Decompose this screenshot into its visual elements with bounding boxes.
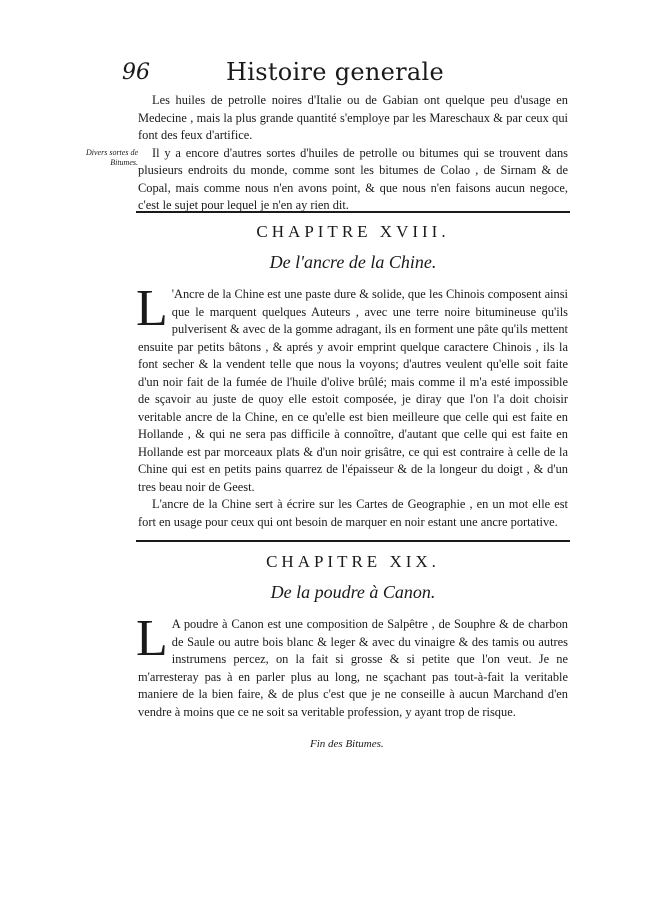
chapter-18-title: CHAPITRE XVIII.	[256, 222, 450, 241]
end-note: Fin des Bitumes.	[310, 738, 384, 750]
section-divider	[136, 211, 570, 213]
drop-cap: L	[136, 610, 168, 667]
page-number: 96	[122, 60, 150, 85]
chapter-19-title: CHAPITRE XIX.	[266, 552, 440, 571]
page-header	[100, 58, 570, 92]
running-title: Histoire generale	[226, 58, 444, 86]
intro-section	[138, 92, 568, 215]
chapter-18-paragraph-2: L'ancre de la Chine sert à écrire sur les Cartes de Geographie , en un mot elle est fort en usage pour ceux qui ont besoin de marquer en noir estant une ancre portative.	[138, 497, 568, 529]
intro-paragraph-1: Les huiles de petrolle noires d'Italie ou de Gabian ont quelque peu d'usage en Medecine , mais la plus grande quantité s'employe par les Mareschaux & par ceux qui font des feux d'artifice.	[138, 93, 568, 142]
chapter-18-paragraph-1: 'Ancre de la Chine est une paste dure & solide, que les Chinois composent ainsi que le marquent quelques Auteurs , avec une terre noire bitumineuse qu'ils pulverisent & avec de la gomme adragant, ils en forment une pâte qu'ils mettent ensuite par petits bâtons , & aprés y avoir emprint quelque caractere Chinois , ils la font secher & la vendent telle que nous la voyons; d'autres veulent qu'elle soit faite d'un noir fait de la fumée de l'huile d'olive brûlé; mais comme il m'a esté impossible de sçavoir au juste de quoy elle estoit composée, je diray que l'on l'a doit choisir veritable ancre de la Chine, en ce qu'elle est bien meilleure que celle qui est faite en Hollande , & qui ne sera pas difficile à connoître, d'autant que celle qui est faite en Hollande est par morceaux plats & d'un noir grisâtre, ce qui est contraire à celle de la Chine qui est en petits pains quarrez de l'épaisseur & de la longeur du doigt , & d'un tres beau noir de Geest.	[138, 287, 568, 494]
chapter-18-subtitle: De l'ancre de la Chine.	[269, 252, 437, 272]
chapter-19-subtitle: De la poudre à Canon.	[270, 582, 436, 602]
chapter-18-body	[136, 280, 568, 531]
chapter-19-paragraph-1: A poudre à Canon est une composition de Salpêtre , de Souphre & de charbon de Saule ou autre bois blanc & leger & avec du vinaigre & des tamis ou autres instrumens percez, on la fait si grosse & si petite que l'on veut. Je ne m'arresteray pas à en parler plus au long, ne sçachant pas tout-à-fait la veritable maniere de la bien faire, & de plus c'est que je ne conseille à aucun Marchand d'en vendre à moins que ce ne soit sa veritable profession, y ayant trop de risque.	[138, 617, 568, 719]
section-divider	[136, 540, 570, 542]
chapter-19-body	[136, 610, 568, 721]
drop-cap: L	[136, 280, 168, 337]
intro-paragraph-2: Il y a encore d'autres sortes d'huiles de petrolle ou bitumes qui se trouvent dans plusieurs endroits du monde, comme sont les bitumes de Colao , de Sirnam & de Copal, mais comme nous n'en avons point, & que nous n'en faisons aucun negoce, c'est le sujet pour lequel je n'en ay rien dit.	[138, 145, 568, 212]
marginal-note: Divers sortes de Bitumes.	[86, 148, 138, 167]
